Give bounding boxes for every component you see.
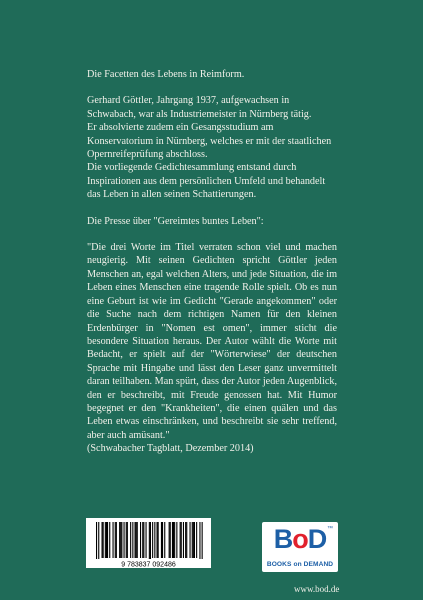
barcode-bar — [132, 522, 133, 558]
barcode-bar — [142, 522, 143, 558]
barcode-bar — [185, 522, 186, 558]
barcode-bar — [193, 522, 194, 558]
barcode-bar — [154, 522, 155, 558]
barcode-bar — [164, 522, 165, 558]
barcode-bar — [172, 522, 173, 558]
barcode-bar — [173, 522, 174, 558]
barcode-bar — [158, 522, 159, 558]
author-bio-3: Die vorliegende Gedichtesammlung entstand durch Inspirationen aus dem persönlichen Umfeld und behandelt das Leben in allen seinen Schattierungen. — [87, 162, 326, 201]
barcode-bar — [126, 522, 127, 558]
author-bio-1: Gerhard Göttler, Jahrgang 1937, aufgewachsen in Schwabach, war als Industriemeister in Nürnberg tätig. — [87, 95, 312, 120]
barcode-bar — [202, 522, 203, 562]
barcode-bar — [106, 522, 107, 558]
barcode-bar — [146, 522, 147, 558]
barcode-bar — [183, 522, 184, 558]
tagline: Die Facetten des Lebens in Reimform. — [87, 69, 245, 80]
barcode-bar — [136, 522, 137, 558]
barcode-bar — [181, 522, 182, 558]
back-cover-text — [87, 68, 337, 456]
barcode-bar — [96, 522, 97, 562]
barcode-bar — [137, 522, 138, 558]
barcode-bar — [103, 522, 104, 558]
barcode-bar — [107, 522, 108, 558]
logo-letter-d: D — [307, 524, 327, 554]
barcode-bar — [135, 522, 136, 558]
publisher-website: www.bod.de — [294, 584, 340, 594]
barcode-bar — [149, 522, 150, 562]
barcode-bar — [109, 522, 110, 558]
barcode-bar — [152, 522, 153, 558]
barcode-bar — [113, 522, 114, 558]
barcode-bar — [98, 522, 99, 562]
barcode-bar — [169, 522, 170, 558]
press-heading: Die Presse über "Gereimtes buntes Leben": — [87, 215, 264, 227]
barcode-bar — [140, 522, 141, 558]
barcode-bar — [143, 522, 144, 558]
barcode-bar — [124, 522, 125, 558]
barcode-bar — [121, 522, 122, 558]
barcode-bar — [196, 522, 197, 558]
barcode-bar — [174, 522, 175, 558]
press-quote: "Die drei Worte im Titel verraten schon viel und machen neugierig. Mit seinen Gedichten spricht Göttler jeden Menschen an, egal welchen Alters, und jede Situation, die im Leben eines Menschen eine tragende Rolle spielt. Ob es nun eine Geburt ist wie im Gedicht "Gerade angekommen" oder die Suche nach dem richtigen Namen für den kleinen Erdenbürger in "Nomen est omen", immer sticht die besondere Situation heraus. Der Autor wählt die Worte mit Bedacht, er spielt auf der "Wörterwiese" der deutschen Sprache mit Hingabe und lässt den Leser ganz unvermittelt daran teilhaben. Man spürt, dass der Autor jeden Augenblick, den er beschreibt, mit Freude genossen hat. Mit Humor begegnet er den "Krankheiten", die einen quälen und das Leben etwas einschränken, und beschreibt sie sehr treffend, aber auch amüsant." — [87, 242, 337, 441]
barcode-bar — [199, 522, 200, 562]
barcode-bar — [115, 522, 116, 558]
logo-letter-b: B — [273, 524, 293, 554]
barcode-bar — [119, 522, 120, 558]
barcode-graphic — [86, 518, 211, 568]
logo-letter-o: o — [292, 524, 308, 554]
barcode-bar — [194, 522, 195, 558]
barcode-bar — [192, 522, 193, 558]
barcode-bar — [157, 522, 158, 558]
bod-publisher-logo — [262, 522, 338, 572]
barcode-bar — [186, 522, 187, 558]
trademark-symbol: ™ — [327, 526, 333, 532]
author-bio-2: Er absolvierte zudem ein Gesangsstudium am Konservatorium in Nürnberg, welches er mit der staatlichen Opernreifeprüfung abschloss. — [87, 122, 332, 161]
barcode-bar — [161, 522, 162, 558]
barcode-bar — [162, 522, 163, 558]
barcode-bar — [105, 522, 106, 558]
barcode-bar — [180, 522, 181, 558]
barcode-bar — [116, 522, 117, 558]
barcode-bar — [170, 522, 171, 558]
barcode-number: 9 783837 092486 — [121, 561, 176, 568]
isbn-barcode — [86, 518, 211, 568]
barcode-bar — [120, 522, 121, 558]
press-source: (Schwabacher Tagblatt, Dezember 2014) — [87, 443, 254, 455]
barcode-bar — [176, 522, 177, 558]
barcode-bar — [150, 522, 151, 562]
barcode-bar — [130, 522, 131, 558]
barcode-bar — [127, 522, 128, 558]
barcode-bar — [190, 522, 191, 558]
barcode-bar — [102, 522, 103, 558]
bod-logo-subtitle: BOOKS on DEMAND — [266, 561, 334, 568]
